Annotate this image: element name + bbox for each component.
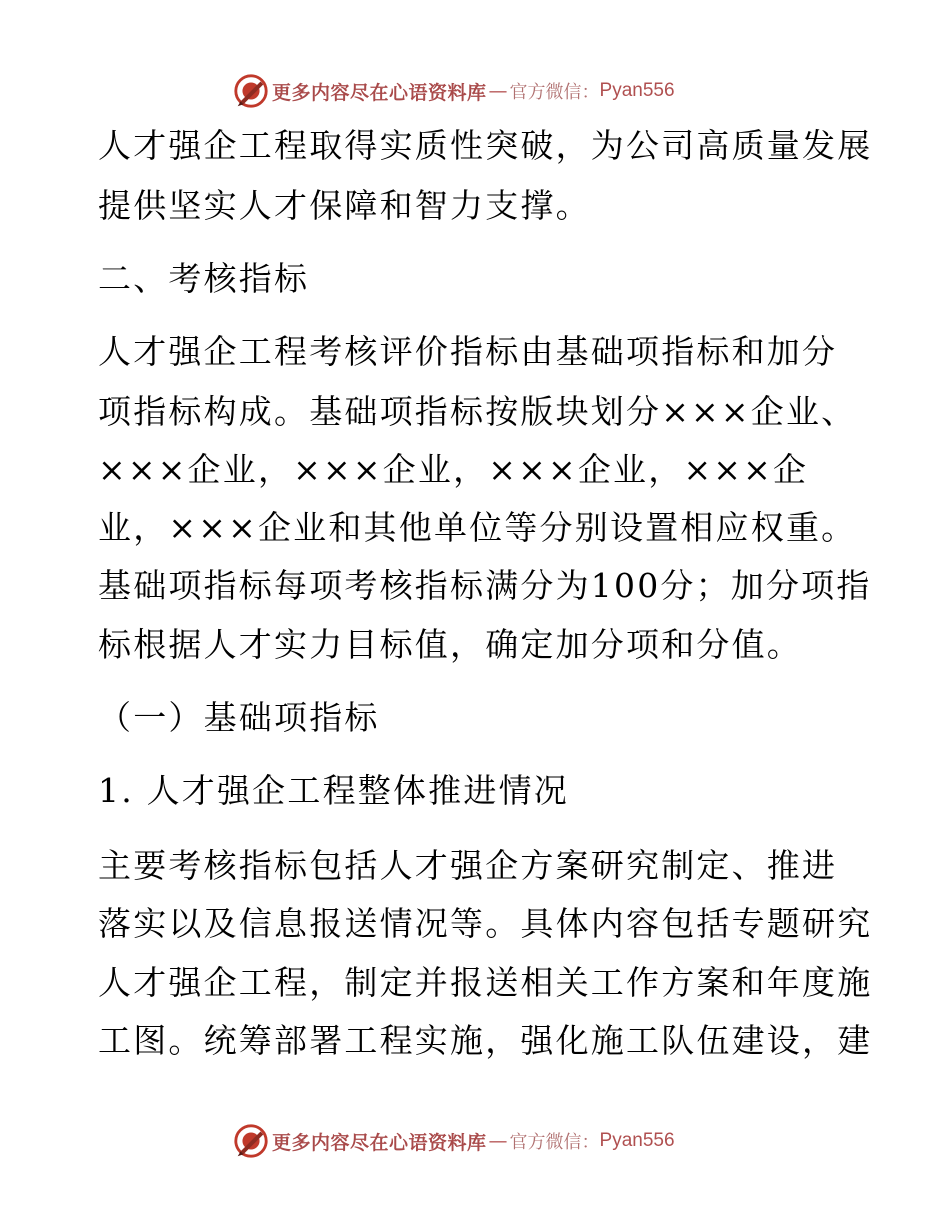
body-line-2: 提供坚实人才保障和智力支撑。 [98,186,591,225]
body-line-3: 人才强企工程考核评价指标由基础项指标和加分 [98,332,838,371]
watermark-dash: — [488,80,508,102]
watermark-site: 更多内容尽在心语资料库 [272,1131,487,1154]
subsection-heading-1: （一）基础项指标 [98,698,380,737]
body-line-10: 落实以及信息报送情况等。具体内容包括专题研究 [98,904,873,943]
watermark-id: Pyan556 [599,80,675,101]
body-line-8: 标根据人才实力目标值，确定加分项和分值。 [98,625,802,664]
watermark-dash: — [488,1130,508,1152]
body-line-12: 工图。统筹部署工程实施，强化施工队伍建设，建 [98,1021,873,1060]
pen-logo-icon [232,72,270,110]
body-line-9: 主要考核指标包括人才强企方案研究制定、推进 [98,846,838,885]
watermark-label: 官方微信： [509,1132,600,1153]
body-line-4: 项指标构成。基础项指标按版块划分×××企业、 [98,392,857,431]
section-heading-2: 二、考核指标 [98,259,310,298]
body-line-11: 人才强企工程，制定并报送相关工作方案和年度施 [98,963,873,1002]
body-line-5: ×××企业，×××企业，×××企业，×××企 [98,450,809,489]
watermark-header [232,71,675,111]
item-heading-1: 1. 人才强企工程整体推进情况 [98,771,569,810]
watermark-label: 官方微信： [509,82,600,103]
watermark-id: Pyan556 [599,1130,675,1151]
body-line-7: 基础项指标每项考核指标满分为100分；加分项指 [98,566,872,605]
body-line-1: 人才强企工程取得实质性突破，为公司高质量发展 [98,126,873,165]
pen-logo-icon [232,1122,270,1160]
watermark-site: 更多内容尽在心语资料库 [272,81,487,104]
watermark-footer [232,1121,675,1161]
body-line-6: 业，×××企业和其他单位等分别设置相应权重。 [98,508,857,547]
